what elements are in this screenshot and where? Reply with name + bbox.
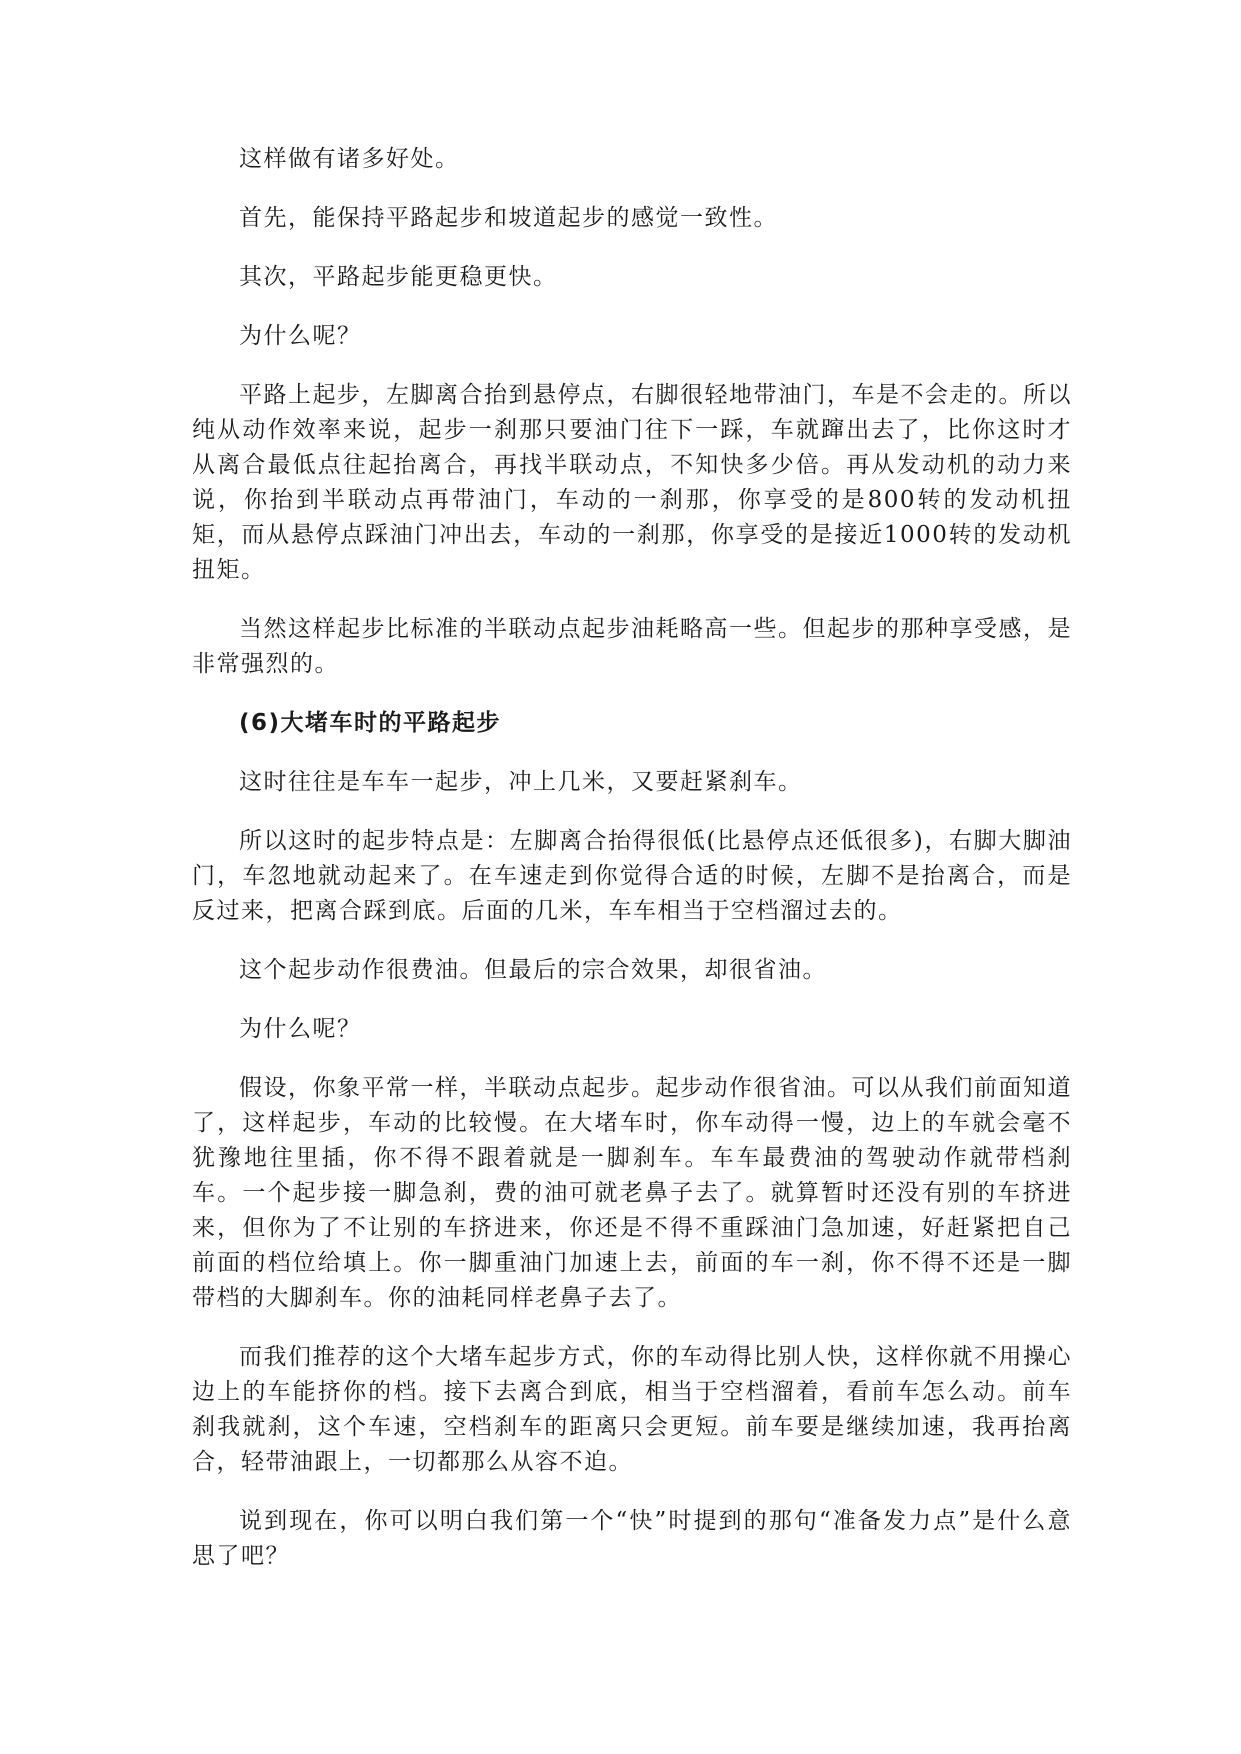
paragraph: 这时往往是车车一起步，冲上几米，又要赶紧刹车。 bbox=[239, 769, 803, 795]
paragraph: 平路上起步，左脚离合抬到悬停点，右脚很轻地带油门，车是不会走的。所以纯从动作效率来说，起步一刹那只要油门往下一踩，车就蹿出去了，比你这时才从离合最低点往起抬离合，再找半联动点，不知快多少倍。再从发动机的动力来说，你抬到半联动点再带油门，车动的一刹那，你享受的是800转的发动机扭矩，而从悬停点踩油门冲出去，车动的一刹那，你享受的是接近1000转的发动机扭矩。 bbox=[192, 382, 1072, 583]
paragraph: 当然这样起步比标准的半联动点起步油耗略高一些。但起步的那种享受感，是非常强烈的。 bbox=[192, 616, 1072, 677]
paragraph: 而我们推荐的这个大堵车起步方式，你的车动得比别人快，这样你就不用操心边上的车能挤你的档。接下去离合到底，相当于空档溜着，看前车怎么动。前车刹我就刹，这个车速，空档刹车的距离只会更短。前车要是继续加速，我再抬离合，轻带油跟上，一切都那么从容不迫。 bbox=[192, 1344, 1072, 1475]
paragraph: 首先，能保持平路起步和坡道起步的感觉一致性。 bbox=[239, 205, 778, 231]
paragraph: 所以这时的起步特点是：左脚离合抬得很低(比悬停点还低很多)，右脚大脚油门，车忽地就动起来了。在车速走到你觉得合适的时候，左脚不是抬离合，而是反过来，把离合踩到底。后面的几米，车车相当于空档溜过去的。 bbox=[192, 828, 1072, 924]
paragraph: 说到现在，你可以明白我们第一个“快”时提到的那句“准备发力点”是什么意思了吧？ bbox=[192, 1508, 1072, 1569]
paragraph: 假设，你象平常一样，半联动点起步。起步动作很省油。可以从我们前面知道了，这样起步，车动的比较慢。在大堵车时，你车动得一慢，边上的车就会毫不犹豫地往里插，你不得不跟着就是一脚刹车。车车最费油的驾驶动作就带档刹车。一个起步接一脚急刹，费的油可就老鼻子去了。就算暂时还没有别的车挤进来，但你为了不让别的车挤进来，你还是不得不重踩油门急加速，好赶紧把自己前面的档位给填上。你一脚重油门加速上去，前面的车一刹，你不得不还是一脚带档的大脚刹车。你的油耗同样老鼻子去了。 bbox=[192, 1075, 1072, 1311]
document-body bbox=[192, 142, 1072, 1598]
paragraph: 其次，平路起步能更稳更快。 bbox=[239, 264, 558, 290]
paragraph: 为什么呢？ bbox=[239, 1016, 362, 1042]
paragraph: 为什么呢？ bbox=[239, 323, 362, 349]
paragraph: 这个起步动作很费油。但最后的宗合效果，却很省油。 bbox=[239, 957, 827, 983]
paragraph: 这样做有诸多好处。 bbox=[239, 146, 460, 172]
section-heading: (6)大堵车时的平路起步 bbox=[239, 710, 502, 736]
